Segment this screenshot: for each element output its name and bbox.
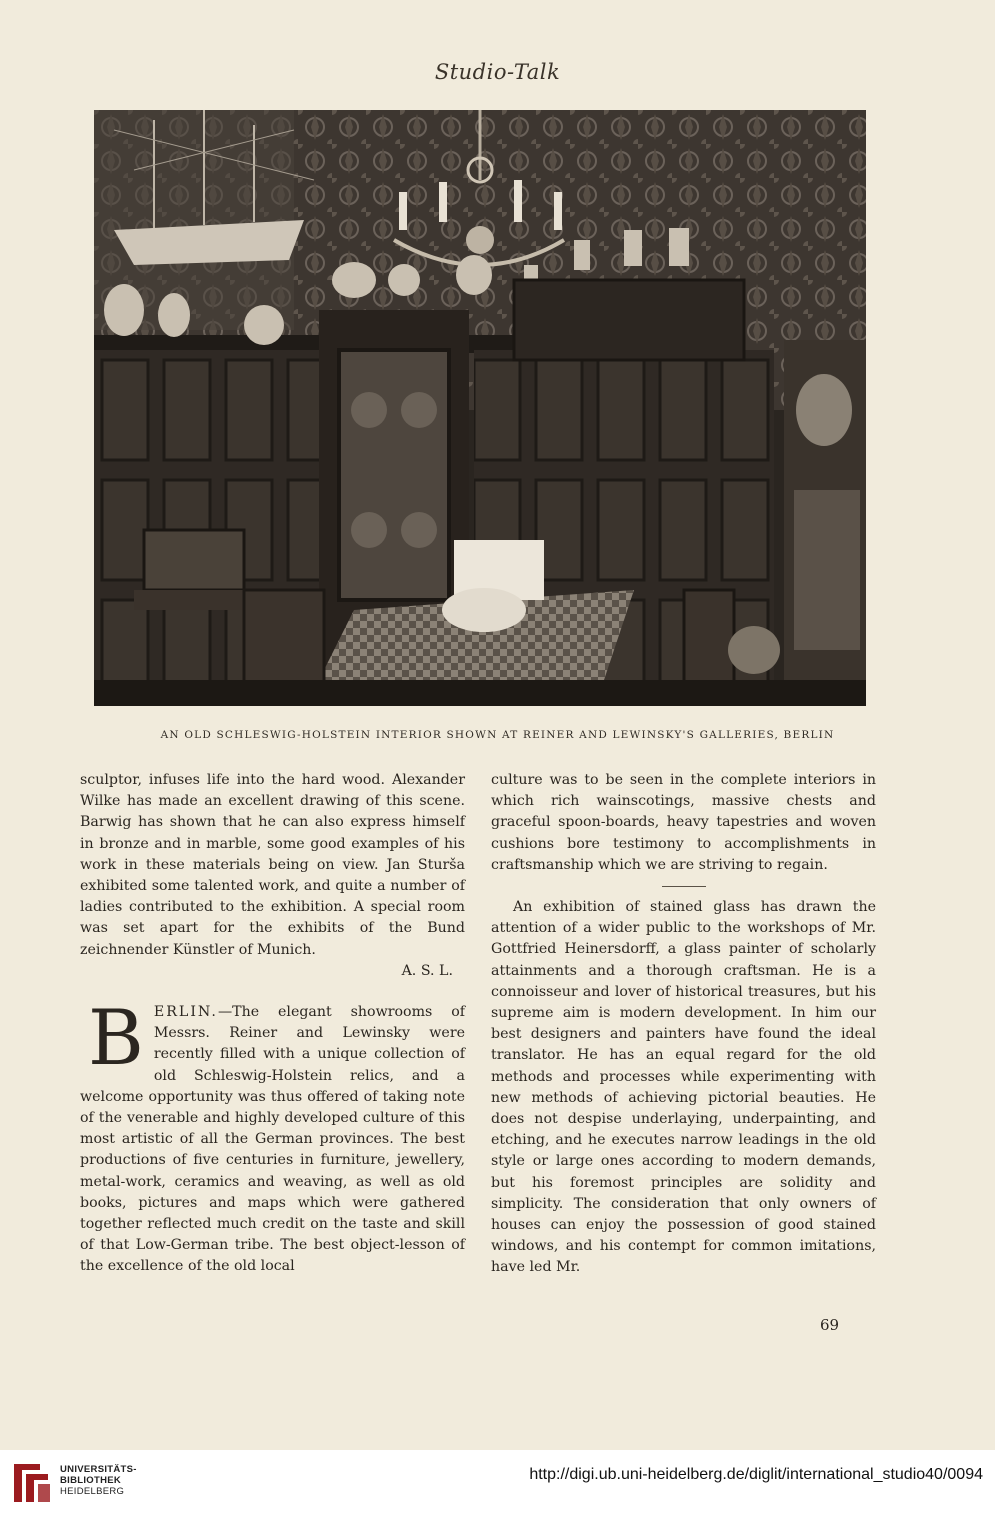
lead-word: ERLIN. — [153, 1004, 218, 1021]
running-title: Studio-Talk — [434, 60, 561, 84]
paragraph-body: —The elegant showrooms of Messrs. Reiner and Lewinsky were recently filled with a unique collection of old Schleswig-Holstein relics, and a welcome opportunity was thus offered of taking note of the venerable and highly developed culture of this most artistic of all the German provinces. The best productions of five centuries in furniture, jewellery, metal-work, ceramics and weaving, as well as old books, pictures and maps which were gathered together reflected much credit on the taste and skill of that Low-German tribe. The best object-lesson of the excellence of the old local — [80, 1004, 465, 1275]
section-rule — [662, 886, 706, 887]
digitization-footer — [0, 1450, 995, 1520]
author-signature: A. S. L. — [401, 962, 453, 979]
plate-caption: AN OLD SCHLESWIG-HOLSTEIN INTERIOR SHOWN AT REINER AND LEWINSKY'S GALLERIES, BERLIN — [160, 729, 835, 741]
library-name-line1: UNIVERSITÄTS- — [60, 1464, 137, 1475]
library-name-line2: BIBLIOTHEK — [60, 1475, 122, 1486]
paragraph: An exhibition of stained glass has drawn the attention of a wider public to the workshops of Mr. Gottfried Heinersdorff, a glass painter of scholarly attainments and a thorough craftsman. He is a connoisseur and lover of historical treasures, but his supreme aim is modern development. In him our best designers and painters have found the ideal translator. He has an equal regard for the old methods and processes while experimenting with new methods of achieving pictorial beauties. He does not despise underlaying, underpainting, and etching, and he executes narrow leadings in the old style or large ones according to modern demands, but his foremost principles are solidity and simplicity. The consideration that only owners of houses can enjoy the possession of good stained windows, and his contempt for common imitations, have led Mr. — [491, 899, 876, 1276]
library-name — [60, 1464, 137, 1497]
text-column-left — [80, 770, 465, 1278]
drop-cap: B — [88, 993, 144, 1083]
paragraph-berlin — [80, 993, 465, 1278]
library-name-line3: HEIDELBERG — [60, 1486, 125, 1497]
text-column-right — [491, 770, 876, 1279]
library-logo[interactable] — [10, 1458, 140, 1514]
library-logo-icon — [10, 1458, 52, 1508]
page-number: 69 — [820, 1316, 840, 1334]
source-url-link[interactable]: http://digi.ub.uni-heidelberg.de/diglit/international_studio40/0094 — [529, 1466, 983, 1483]
paragraph: sculptor, infuses life into the hard wood. Alexander Wilke has made an excellent drawing of this scene. Barwig has shown that he can also express himself in bronze and in marble, some good examples of his work in these materials being on view. Jan Sturša exhibited some talented work, and quite a number of ladies contributed to the exhibition. A special room was set apart for the exhibits of the Bund zeichnender Künstler of Munich. — [80, 772, 465, 958]
paragraph: culture was to be seen in the complete interiors in which rich wainscotings, massive chests and graceful spoon-boards, heavy tapestries and woven cushions bore testimony to accomplishments in craftsmanship which we are striving to regain. — [491, 772, 876, 873]
interior-photograph — [94, 110, 866, 706]
